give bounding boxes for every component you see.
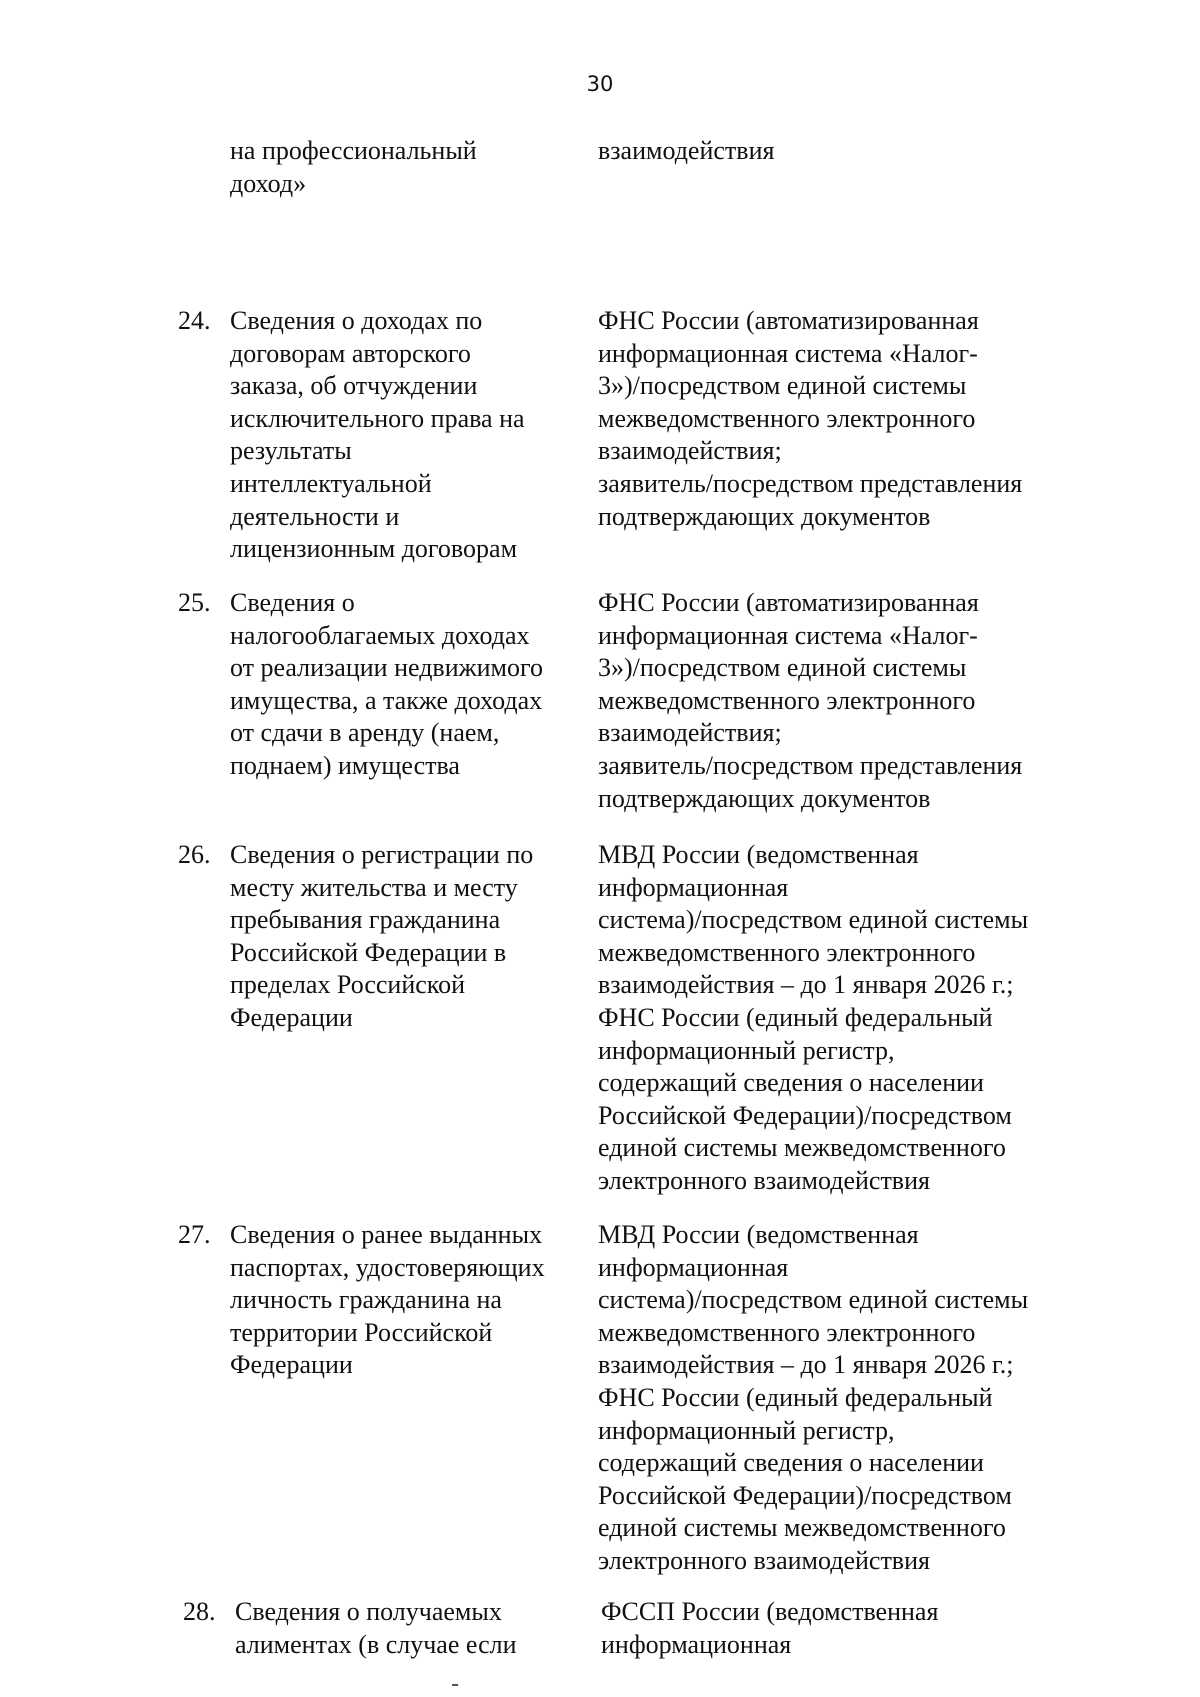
info-source [598, 1219, 1088, 1578]
info-description [230, 839, 575, 1035]
source-line: ФНС России (автоматизированная [598, 588, 979, 617]
description-line: месту жительства и месту [230, 872, 518, 902]
row-number: 26. [178, 840, 211, 869]
scan-speck [452, 1684, 458, 1686]
source-line: межведомственного электронного [598, 403, 976, 433]
table-body [0, 135, 1200, 1659]
description-line: Сведения о регистрации по [230, 840, 534, 869]
description-line: Сведения о [230, 588, 355, 617]
source-line: информационный регистр, [598, 1415, 895, 1445]
source-line: подтверждающих документов [598, 783, 931, 813]
description-line: алиментах (в случае если [235, 1629, 517, 1659]
source-line: информационная [601, 1629, 792, 1659]
info-source [598, 135, 1088, 168]
source-line: система)/посредством единой системы [598, 905, 1029, 935]
page-number: 30 [586, 72, 614, 96]
description-line: интеллектуальной [230, 468, 432, 498]
description-line: имущества, а также доходах [230, 685, 543, 715]
description-line: от сдачи в аренду (наем, [230, 718, 500, 748]
info-source [598, 839, 1088, 1198]
source-line: 3»)/посредством единой системы [598, 371, 967, 401]
description-line: поднаем) имущества [230, 750, 460, 780]
source-line: межведомственного электронного [598, 1317, 976, 1347]
description-line: на профессиональный [230, 136, 477, 165]
source-line: единой системы межведомственного [598, 1133, 1006, 1163]
source-line: МВД России (ведомственная [598, 1220, 919, 1249]
info-description [230, 587, 575, 783]
description-line: Федерации [230, 1350, 353, 1380]
description-line: заказа, об отчуждении [230, 371, 478, 401]
description-line: Сведения о получаемых [235, 1597, 502, 1626]
source-line: взаимодействия [598, 136, 775, 165]
source-line: электронного взаимодействия [598, 1545, 930, 1575]
info-source [601, 1596, 1091, 1661]
source-line: содержащий сведения о населении [598, 1448, 984, 1478]
description-line: Сведения о доходах по [230, 306, 483, 335]
source-line: содержащий сведения о населении [598, 1068, 984, 1098]
source-line: МВД России (ведомственная [598, 840, 919, 869]
source-line: Российской Федерации)/посредством [598, 1480, 1012, 1510]
info-source [598, 587, 1088, 815]
description-line: Российской Федерации в [230, 937, 507, 967]
source-line: Российской Федерации)/посредством [598, 1100, 1012, 1130]
source-line: информационная система «Налог- [598, 338, 978, 368]
description-line: Сведения о ранее выданных [230, 1220, 543, 1249]
source-line: заявитель/посредством представления [598, 468, 1023, 498]
description-line: деятельности и [230, 501, 400, 531]
description-line: доход» [230, 168, 307, 198]
source-line: подтверждающих документов [598, 501, 931, 531]
description-line: паспортах, удостоверяющих [230, 1252, 545, 1282]
source-line: взаимодействия; [598, 436, 782, 466]
description-line: исключительного права на [230, 403, 525, 433]
row-number: 28. [183, 1597, 216, 1626]
row-number: 24. [178, 306, 211, 335]
description-line: пребывания гражданина [230, 905, 501, 935]
info-description [230, 135, 575, 200]
description-line: личность гражданина на [230, 1285, 502, 1315]
source-line: ФНС России (единый федеральный [598, 1002, 993, 1032]
source-line: информационная система «Налог- [598, 620, 978, 650]
source-line: межведомственного электронного [598, 685, 976, 715]
description-line: от реализации недвижимого [230, 653, 543, 683]
description-line: Федерации [230, 1002, 353, 1032]
info-description [230, 1219, 575, 1382]
description-line: лицензионным договорам [230, 534, 518, 564]
source-line: информационная [598, 1252, 789, 1282]
source-line: информационная [598, 872, 789, 902]
source-line: межведомственного электронного [598, 937, 976, 967]
source-line: взаимодействия – до 1 января 2026 г.; [598, 970, 1014, 1000]
info-source [598, 305, 1088, 533]
info-description [230, 305, 575, 566]
row-number: 27. [178, 1220, 211, 1249]
source-line: взаимодействия – до 1 января 2026 г.; [598, 1350, 1014, 1380]
row-number: 25. [178, 588, 211, 617]
source-line: ФНС России (автоматизированная [598, 306, 979, 335]
table-row-continuation [0, 135, 1200, 215]
source-line: система)/посредством единой системы [598, 1285, 1029, 1315]
description-line: пределах Российской [230, 970, 466, 1000]
source-line: заявитель/посредством представления [598, 750, 1023, 780]
source-line: информационный регистр, [598, 1035, 895, 1065]
description-line: результаты [230, 436, 352, 466]
source-line: взаимодействия; [598, 718, 782, 748]
source-line: единой системы межведомственного [598, 1513, 1006, 1543]
source-line: 3»)/посредством единой системы [598, 653, 967, 683]
source-line: ФССП России (ведомственная [601, 1597, 939, 1626]
description-line: договорам авторского [230, 338, 471, 368]
description-line: налогооблагаемых доходах [230, 620, 530, 650]
description-line: территории Российской [230, 1317, 493, 1347]
info-description [235, 1596, 580, 1661]
source-line: ФНС России (единый федеральный [598, 1382, 993, 1412]
source-line: электронного взаимодействия [598, 1165, 930, 1195]
